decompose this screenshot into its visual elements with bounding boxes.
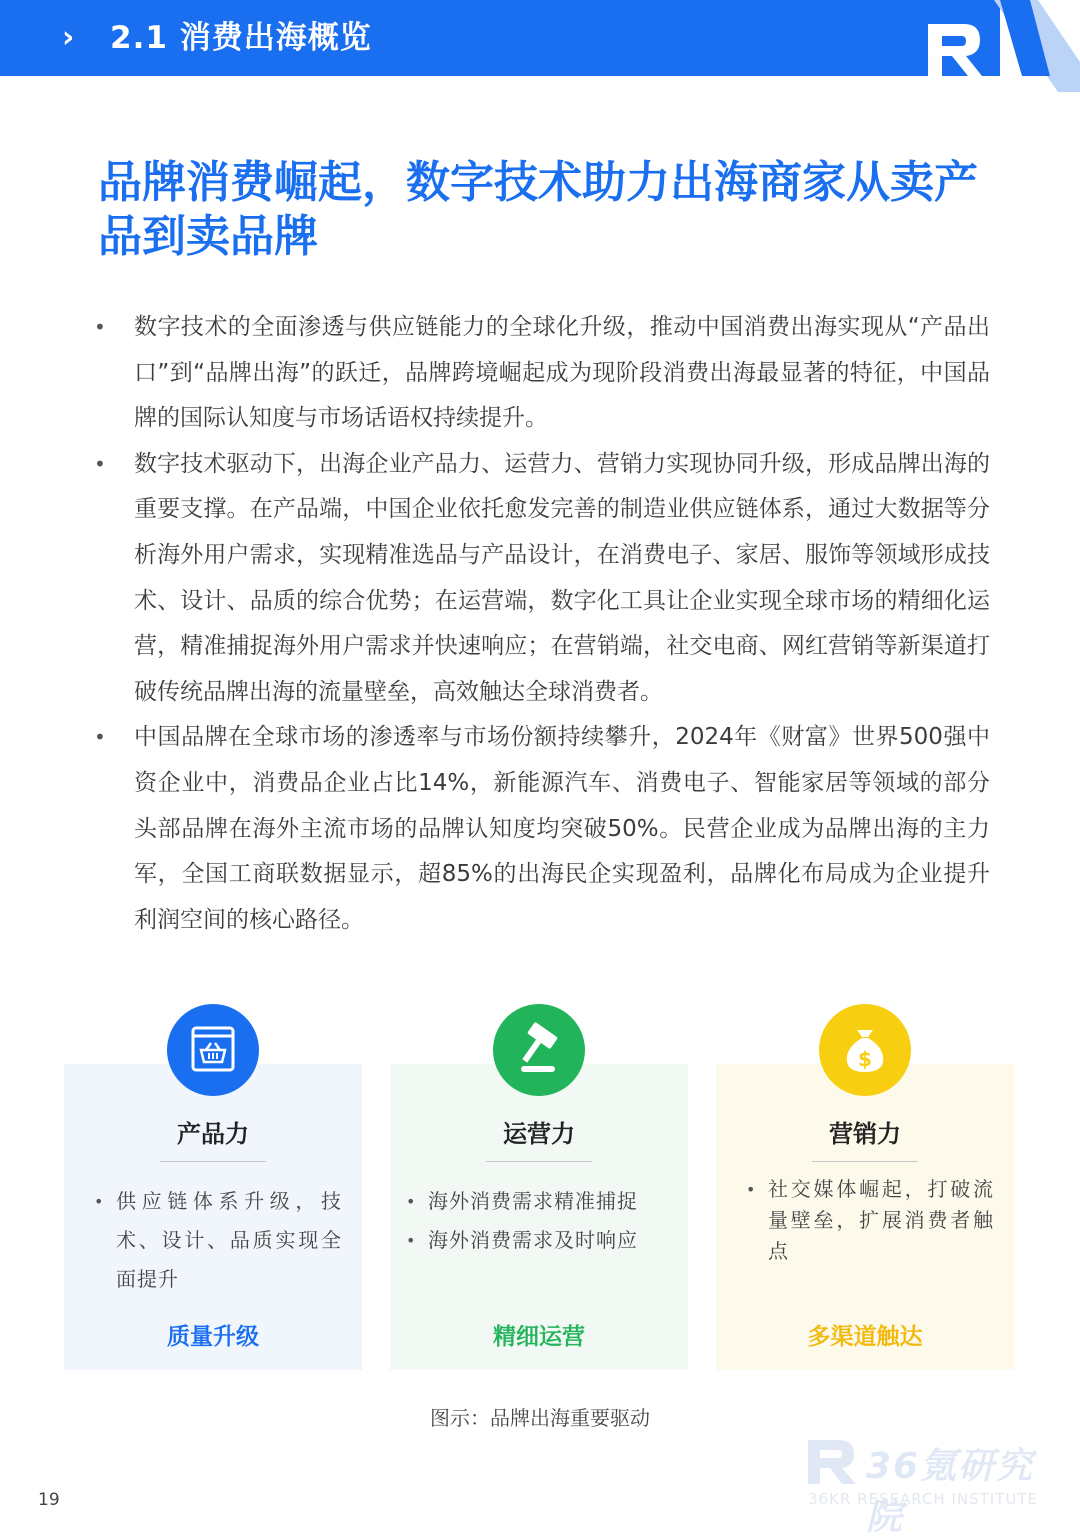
bullet-dot-icon: •	[406, 1192, 417, 1211]
watermark-logo	[804, 1436, 1054, 1538]
bullet-dot-icon: •	[94, 1192, 105, 1211]
card-marketing	[716, 1047, 1014, 1370]
watermark-subtitle: 36KR RESEARCH INSTITUTE	[808, 1490, 1039, 1508]
card-tag: 精细运营	[493, 1324, 585, 1350]
list-item	[90, 305, 990, 442]
shopping-basket-icon	[167, 1004, 259, 1096]
bullet-dot-icon: •	[94, 725, 106, 750]
page-number: 19	[38, 1490, 60, 1510]
list-item	[94, 1182, 342, 1299]
card-tag: 质量升级	[167, 1324, 259, 1350]
bullet-text: 数字技术的全面渗透与供应链能力的全球化升级，推动中国消费出海实现从“产品出口”到“品牌出海”的跃迁，品牌跨境崛起成为现阶段消费出海最显著的特征，中国品牌的国际认知度与市场话语权持续提升。	[134, 314, 990, 432]
body-bullet-list	[90, 305, 990, 943]
card-product	[64, 1064, 362, 1370]
brand-logo-icon	[920, 0, 1080, 92]
bullet-dot-icon: •	[406, 1231, 417, 1250]
chevron-right-icon: ›	[62, 20, 75, 55]
card-point-list	[94, 1182, 342, 1299]
figure-caption: 图示：品牌出海重要驱动	[430, 1406, 650, 1430]
card-point-text: 社交媒体崛起，打破流量壁垒，扩展消费者触点	[768, 1177, 994, 1263]
card-point-text: 供应链体系升级，技术、设计、品质实现全面提升	[116, 1189, 342, 1291]
card-point-list	[406, 1182, 676, 1260]
divider	[486, 1161, 592, 1162]
card-point-text: 海外消费需求精准捕捉	[428, 1189, 638, 1213]
bullet-text: 中国品牌在全球市场的渗透率与市场份额持续攀升，2024年《财富》世界500强中资企业中，消费品企业占比14%，新能源汽车、消费电子、智能家居等领域的部分头部品牌在海外主流市场的品牌认知度均突破50%。民营企业成为品牌出海的主力军，全国工商联数据显示，超85%的出海民企实现盈利，品牌化布局成为企业提升利润空间的核心路径。	[134, 724, 990, 933]
card-title: 营销力	[829, 1120, 901, 1148]
watermark-name: 36氪研究院	[866, 1446, 1035, 1538]
list-item	[406, 1221, 676, 1260]
divider	[160, 1161, 266, 1162]
card-tag: 多渠道触达	[807, 1324, 923, 1350]
money-bag-icon	[819, 1004, 911, 1096]
svg-text:$: $	[858, 1047, 872, 1071]
brand-logo-icon	[804, 1436, 860, 1486]
bullet-text: 数字技术驱动下，出海企业产品力、运营力、营销力实现协同升级，形成品牌出海的重要支撑。在产品端，中国企业依托愈发完善的制造业供应链体系，通过大数据等分析海外用户需求，实现精准选品与产品设计，在消费电子、家居、服饰等领域形成技术、设计、品质的综合优势；在运营端，数字化工具让企业实现全球市场的精细化运营，精准捕捉海外用户需求并快速响应；在营销端，社交电商、网红营销等新渠道打破传统品牌出海的流量壁垒，高效触达全球消费者。	[134, 450, 990, 705]
card-title: 产品力	[177, 1120, 249, 1148]
bullet-dot-icon: •	[94, 315, 106, 339]
section-title: 2.1 消费出海概览	[110, 20, 372, 56]
divider	[812, 1161, 918, 1162]
bullet-dot-icon: •	[94, 451, 106, 476]
page-title: 品牌消费崛起，数字技术助力出海商家从卖产品到卖品牌	[98, 157, 978, 262]
list-item	[90, 442, 990, 716]
gavel-icon	[493, 1004, 585, 1096]
list-item	[746, 1174, 994, 1267]
list-item	[406, 1182, 676, 1221]
card-point-list	[746, 1174, 994, 1267]
card-point-text: 海外消费需求及时响应	[428, 1228, 638, 1252]
bullet-dot-icon: •	[746, 1180, 757, 1199]
card-operation	[390, 1064, 688, 1370]
list-item	[90, 715, 990, 943]
card-title: 运营力	[503, 1120, 575, 1148]
